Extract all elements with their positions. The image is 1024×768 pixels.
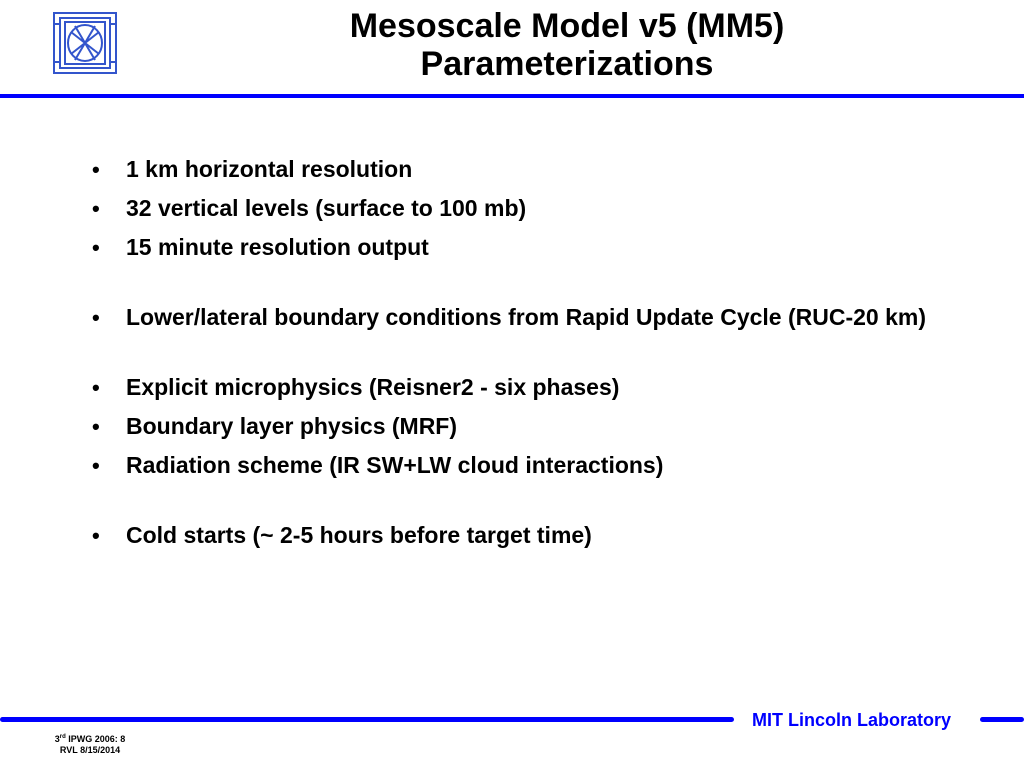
bullet-text: Explicit microphysics (Reisner2 - six phases) <box>126 374 620 400</box>
list-item <box>92 232 992 263</box>
bullet-text: Boundary layer physics (MRF) <box>126 413 458 439</box>
page-title <box>150 7 984 83</box>
bullet-text: Cold starts (~ 2-5 hours before target time) <box>126 522 592 548</box>
bullet-icon: • <box>92 375 100 400</box>
organization-name: MIT Lincoln Laboratory <box>752 710 952 730</box>
slide-suffix: IPWG 2006: 8 <box>65 734 126 744</box>
footer-divider-right <box>980 717 1024 722</box>
title-divider <box>0 94 1024 98</box>
title-line-2: Parameterizations <box>420 45 714 83</box>
slide-prefix: 3 <box>54 734 60 744</box>
bullet-text: Lower/lateral boundary conditions from Rapid Update Cycle (RUC-20 km) <box>126 304 927 330</box>
bullet-icon: • <box>92 235 100 260</box>
slide-ordinal: rd <box>59 734 66 740</box>
list-item <box>92 520 992 551</box>
list-item <box>92 302 992 333</box>
bullet-icon: • <box>92 157 100 182</box>
lincoln-lab-logo <box>53 12 117 74</box>
bullet-text: 1 km horizontal resolution <box>126 156 413 182</box>
slide-footer <box>40 732 140 756</box>
list-item <box>92 450 992 481</box>
bullet-icon: • <box>92 414 100 439</box>
list-item <box>92 154 992 185</box>
bullet-icon: • <box>92 305 100 330</box>
title-line-1: Mesoscale Model v5 (MM5) <box>349 7 785 45</box>
bullet-text: 32 vertical levels (surface to 100 mb) <box>126 195 527 221</box>
author-date: RVL 8/15/2014 <box>59 745 121 755</box>
slide-number <box>40 732 140 745</box>
bullet-icon: • <box>92 453 100 478</box>
bullet-text: Radiation scheme (IR SW+LW cloud interactions) <box>126 452 664 478</box>
list-item <box>92 411 992 442</box>
list-item <box>92 372 992 403</box>
bullet-text: 15 minute resolution output <box>126 234 429 260</box>
bullet-icon: • <box>92 196 100 221</box>
list-item <box>92 193 992 224</box>
bullet-icon: • <box>92 523 100 548</box>
footer-divider-left <box>0 717 734 722</box>
bullet-list <box>92 154 992 559</box>
